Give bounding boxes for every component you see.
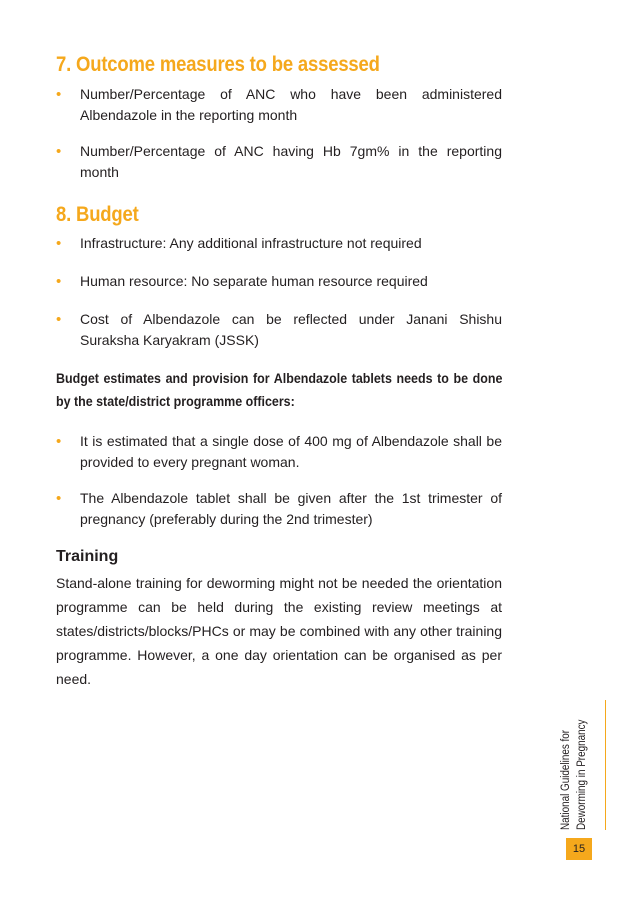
- main-content: [56, 52, 502, 691]
- bullet-icon: •: [56, 490, 62, 507]
- list-item: • It is estimated that a single dose of 400 mg of Albendazole shall be provided to every pregnant woman.: [56, 433, 502, 470]
- bullet-icon: •: [56, 273, 62, 290]
- section-7-heading: 7. Outcome measures to be assessed: [56, 53, 380, 76]
- list-item: • Human resource: No separate human resource required: [56, 273, 428, 290]
- bullet-icon: •: [56, 143, 62, 160]
- bullet-icon: •: [56, 433, 62, 450]
- list-item: • Number/Percentage of ANC who have been administered Albendazole in the reporting month: [56, 86, 502, 123]
- running-title-line-2: Deworming in Pregnancy: [576, 719, 588, 830]
- bullet-icon: •: [56, 86, 62, 103]
- section-8-heading: 8. Budget: [56, 203, 139, 226]
- bullet-icon: •: [56, 235, 62, 252]
- running-title: [558, 700, 600, 830]
- list-item: • Cost of Albendazole can be reflected under Janani Shishu Suraksha Karyakram (JSSK): [56, 311, 502, 348]
- page-number: 15: [566, 838, 592, 860]
- training-paragraph: Stand-alone training for deworming might not be needed the orientation programme can be held during the existing review meetings at states/districts/blocks/PHCs or may be combined with any other training programme. However, a one day orientation can be organised as per need.: [56, 575, 502, 687]
- budget-estimates-list: [56, 431, 502, 530]
- divider: [605, 700, 606, 830]
- list-item: • The Albendazole tablet shall be given after the 1st trimester of pregnancy (preferably during the 2nd trimester): [56, 490, 502, 527]
- budget-estimates-lead: Budget estimates and provision for Albendazole tablets needs to be done by the state/district programme officers:: [56, 371, 503, 409]
- running-title-line-1: National Guidelines for: [560, 729, 572, 830]
- list-item: • Infrastructure: Any additional infrastructure not required: [56, 235, 422, 252]
- section-8-list: [56, 233, 502, 351]
- section-7-list: [56, 84, 502, 183]
- list-item: • Number/Percentage of ANC having Hb 7gm% in the reporting month: [56, 143, 502, 180]
- bullet-icon: •: [56, 311, 62, 328]
- training-heading: Training: [56, 548, 119, 565]
